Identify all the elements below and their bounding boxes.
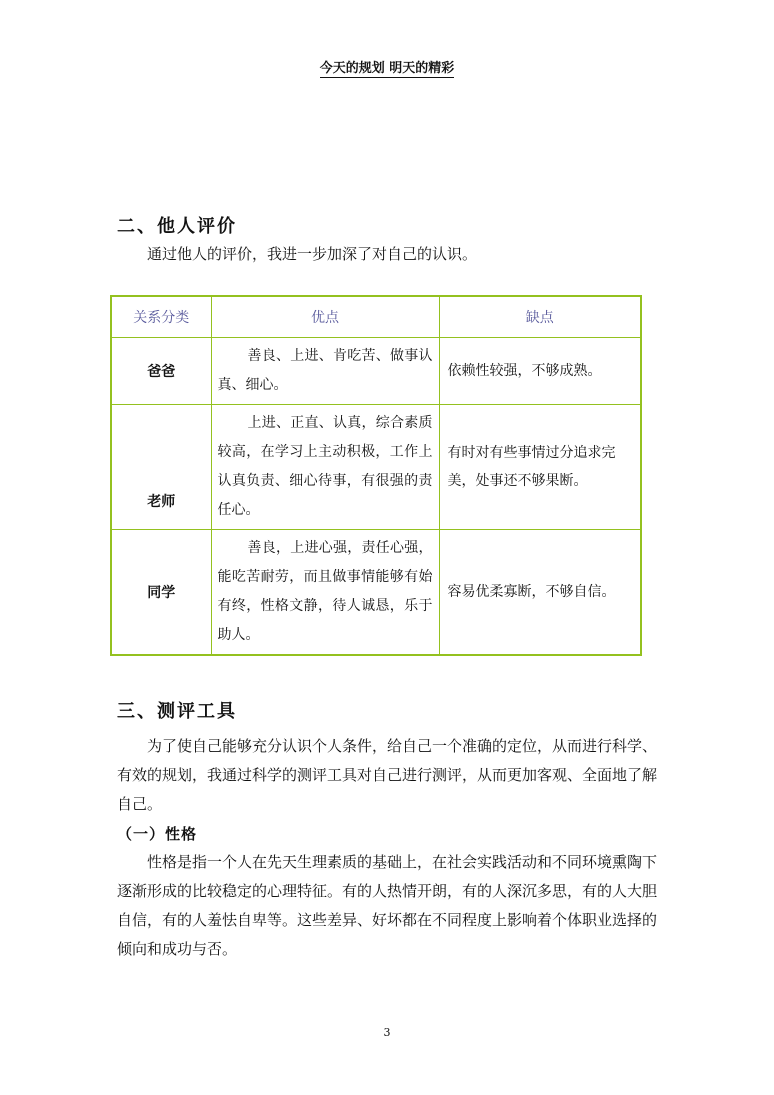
- weaknesses-cell: 容易优柔寡断，不够自信。: [439, 530, 641, 656]
- page-header: [0, 57, 774, 76]
- weaknesses-cell: 依赖性较强，不够成熟。: [439, 338, 641, 405]
- weaknesses-cell: 有时对有些事情过分追求完美，处事还不够果断。: [439, 405, 641, 530]
- evaluation-table: [110, 295, 642, 656]
- section2-intro: 通过他人的评价，我进一步加深了对自己的认识。: [147, 245, 478, 263]
- strengths-cell: 善良，上进心强，责任心强，能吃苦耐劳，而且做事情能够有始有终，性格文静，待人诚恳，乐于助人。: [211, 530, 439, 656]
- table-row: [111, 405, 641, 530]
- page-number: 3: [383, 1026, 391, 1039]
- personality-paragraph: 性格是指一个人在先天生理素质的基础上，在社会实践活动和不同环境熏陶下逐渐形成的比较稳定的心理特征。有的人热情开朗，有的人深沉多思，有的人大胆自信，有的人羞怯自卑等。这些差异、好坏都在不同程度上影响着个体职业选择的倾向和成功与否。: [117, 853, 658, 958]
- subsection-personality-heading: （一）性格: [117, 825, 198, 843]
- relation-cell: 老师: [111, 405, 211, 530]
- header-weaknesses: 缺点: [439, 296, 641, 338]
- section3-heading: 三、测评工具: [117, 701, 237, 722]
- strengths-cell: 善良、上进、肯吃苦、做事认真、细心。: [211, 338, 439, 405]
- relation-cell: 同学: [111, 530, 211, 656]
- section3-intro: 为了使自己能够充分认识个人条件，给自己一个准确的定位，从而进行科学、有效的规划，我通过科学的测评工具对自己进行测评，从而更加客观、全面地了解自己。: [117, 737, 658, 813]
- table-row: [111, 530, 641, 656]
- table-header-row: [111, 296, 641, 338]
- section2-heading: 二、他人评价: [117, 216, 237, 237]
- relation-cell: 爸爸: [111, 338, 211, 405]
- header-title: 今天的规划 明天的精彩: [319, 61, 455, 76]
- header-strengths: 优点: [211, 296, 439, 338]
- table-row: [111, 338, 641, 405]
- header-relation: 关系分类: [111, 296, 211, 338]
- strengths-cell: 上进、正直、认真，综合素质较高，在学习上主动积极，工作上认真负责、细心待事，有很强的责任心。: [211, 405, 439, 530]
